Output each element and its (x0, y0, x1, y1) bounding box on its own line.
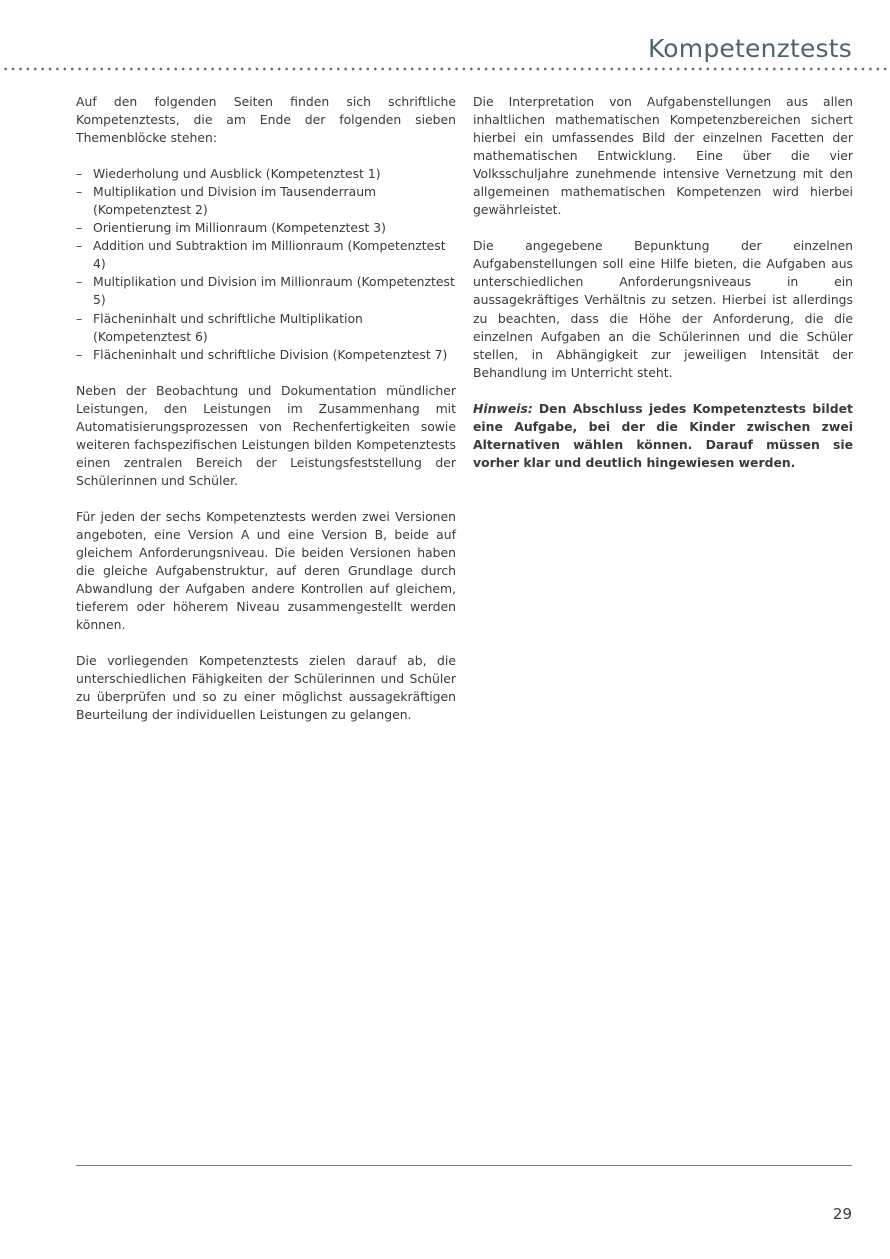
goals-paragraph: Die vorliegenden Kompetenztests zielen darauf ab, die unterschiedlichen Fähigkeiten der Schülerinnen und Schüler zu überprüfen und so zu einer möglichst aussagekräftigen Beurteilung der individuellen Leistungen zu gelangen. (76, 653, 456, 723)
note-label: Hinweis: (473, 400, 533, 416)
right-column (473, 93, 853, 490)
versions-paragraph: Für jeden der sechs Kompetenztests werden zwei Versionen angeboten, eine Version A und eine Version B, beide auf gleichem Anforderungsniveau. Die beiden Versionen haben die gleiche Aufgabenstruktur, auf deren Grundlage durch Abwandlung der Aufgaben andere Kontrollen auf gleichem, tieferem oder höherem Niveau zusammengestellt werden können. (76, 508, 456, 633)
list-item: – Flächeninhalt und schriftliche Multiplikation (Kompetenztest 6) (76, 310, 456, 346)
scoring-paragraph: Die angegebene Bepunktung der einzelnen Aufgabenstellungen soll eine Hilfe bieten, die Aufgaben aus unterschiedlichen Anforderungsniveaus in ein aussagekräftiges Verhältnis zu setzen. Hierbei ist allerdings zu beachten, dass die Höhe der Anforderung, die die einzelnen Aufgaben an die Schülerinnen und die Schüler stellen, in Abhängigkeit zur jeweiligen Intensität der Behandlung im Unterricht steht. (473, 238, 853, 380)
note-text: Den Abschluss jedes Kompetenztests bildet eine Aufgabe, bei der die Kinder zwischen zwei Alternativen wählen können. Darauf müssen sie vorher klar und deutlich hingewiesen werden. (473, 400, 853, 470)
interpretation-paragraph: Die Interpretation von Aufgabenstellungen aus allen inhaltlichen mathematischen Kompetenzbereichen sichert hierbei ein umfassendes Bild der einzelnen Facetten der mathematischen Entwicklung. Eine über die vier Volksschuljahre zunehmende intensive Vernetzung mit den allgemeinen mathematischen Kompetenzen wird hierbei gewährleistet. (473, 94, 853, 218)
page-number: 29 (832, 1205, 852, 1223)
topic-list (76, 165, 456, 364)
list-item: – Wiederholung und Ausblick (Kompetenztest 1) (76, 165, 456, 183)
observation-paragraph: Neben der Beobachtung und Dokumentation mündlicher Leistungen, den Leistungen im Zusammenhang mit Automatisierungsprozessen von Rechenfertigkeiten sowie weiteren fachspezifischen Leistungen bilden Kompetenztests einen zentralen Bereich der Leistungsfeststellung der Schülerinnen und Schüler. (76, 382, 456, 488)
page-title: Kompetenztests (647, 34, 852, 63)
note-paragraph (473, 400, 853, 472)
dotted-header-rule (0, 67, 890, 71)
list-item: – Multiplikation und Division im Tausenderraum (Kompetenztest 2) (76, 183, 456, 219)
footer-rule (76, 1165, 852, 1166)
list-item: – Flächeninhalt und schriftliche Division (Kompetenztest 7) (76, 346, 456, 364)
intro-paragraph: Auf den folgenden Seiten finden sich schriftliche Kompetenztests, die am Ende der folgenden sieben Themenblöcke stehen: (76, 94, 456, 146)
left-column (76, 93, 456, 742)
list-item: – Addition und Subtraktion im Millionraum (Kompetenztest 4) (76, 237, 456, 273)
list-item: – Multiplikation und Division im Millionraum (Kompetenztest 5) (76, 273, 456, 309)
list-item: – Orientierung im Millionraum (Kompetenztest 3) (76, 219, 456, 237)
